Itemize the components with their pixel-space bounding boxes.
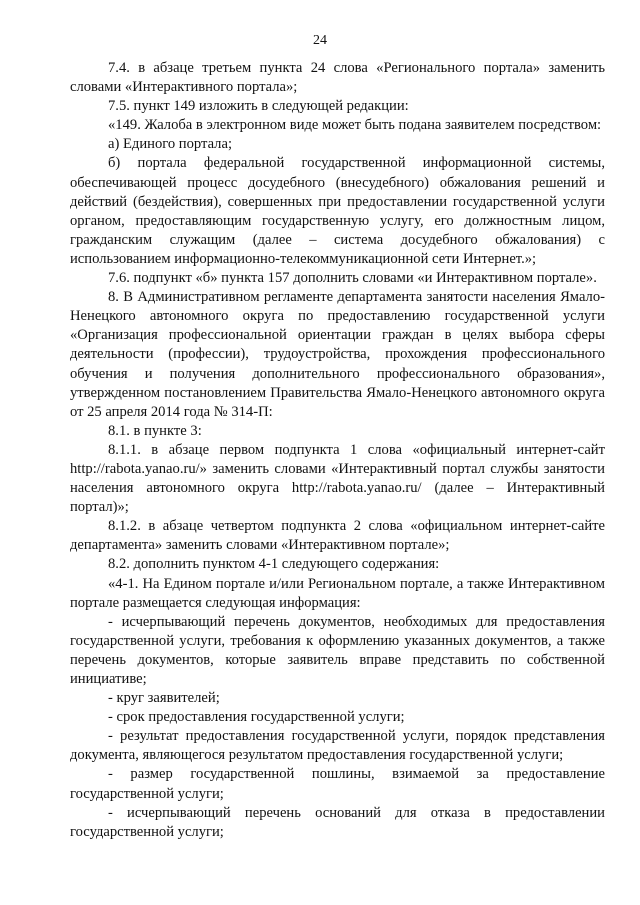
paragraph-149: «149. Жалоба в электронном виде может быть подана заявителем посредством: (108, 117, 602, 134)
paragraph-149-b: б) портала федеральной государственной информационной системы, обеспечивающей процесс досудебного (внесудебного) обжалования решений и действий (бездействия), совершенных при предоставлении государственной услуги органом, предоставляющим государственную услугу, его должностным лицом, гражданским служащим (далее – система досудебного обжалования) с использованием информационно-телекоммуникационной сети Интернет.»; (70, 155, 605, 267)
list-item-documents: - исчерпывающий перечень документов, необходимых для предоставления государственной услуги, требования к оформлению указанных документов, а также перечень документов, которые заявитель вправе представить по собственной инициативе; (70, 613, 605, 687)
paragraph-8-1-1: 8.1.1. в абзаце первом подпункта 1 слова «официальный интернет-сайт http://rabota.yanao.ru/» заменить словами «Интерактивный портал службы занятости населения автономного округа http://rabota.yanao.ru/ (далее – Интерактивный портал)»; (70, 441, 605, 516)
paragraph-4-1: «4-1. На Едином портале и/или Региональном портале, а также Интерактивном портале размещается следующая информация: (70, 575, 605, 611)
paragraph-8-1: 8.1. в пункте 3: (108, 422, 202, 439)
list-item-result: - результат предоставления государственной услуги, порядок представления документа, являющегося результатом предоставления государственной услуги; (70, 728, 605, 764)
list-item-applicants: - круг заявителей; (108, 690, 220, 707)
paragraph-7-6: 7.6. подпункт «б» пункта 157 дополнить словами «и Интерактивном портале». (108, 270, 597, 287)
paragraph-7-4: 7.4. в абзаце третьем пункта 24 слова «Регионального портала» заменить словами «Интерактивного портала»; (70, 60, 605, 96)
document-body (70, 59, 605, 842)
paragraph-8: 8. В Административном регламенте департамента занятости населения Ямало-Ненецкого автономного округа по предоставлению государственной услуги «Организация профессиональной ориентации граждан в целях выбора сферы деятельности (профессии), трудоустройства, прохождения профессионального обучения и получения дополнительного профессионального образования», утвержденном постановлением Правительства Ямало-Ненецкого автономного округа от 25 апреля 2014 года № 314-П: (70, 289, 605, 420)
list-item-refusal: - исчерпывающий перечень оснований для отказа в предоставлении государственной услуги; (70, 804, 605, 840)
paragraph-149-a: а) Единого портала; (108, 136, 232, 153)
list-item-term: - срок предоставления государственной услуги; (108, 709, 405, 726)
list-item-fee: - размер государственной пошлины, взимаемой за предоставление государственной услуги; (70, 766, 605, 802)
paragraph-8-2: 8.2. дополнить пунктом 4-1 следующего содержания: (108, 556, 440, 573)
paragraph-7-5: 7.5. пункт 149 изложить в следующей редакции: (108, 98, 409, 115)
page-number: 24 (313, 33, 327, 48)
paragraph-8-1-2: 8.1.2. в абзаце четвертом подпункта 2 слова «официальном интернет-сайте департамента» заменить словами «Интерактивном портале»; (70, 518, 605, 554)
